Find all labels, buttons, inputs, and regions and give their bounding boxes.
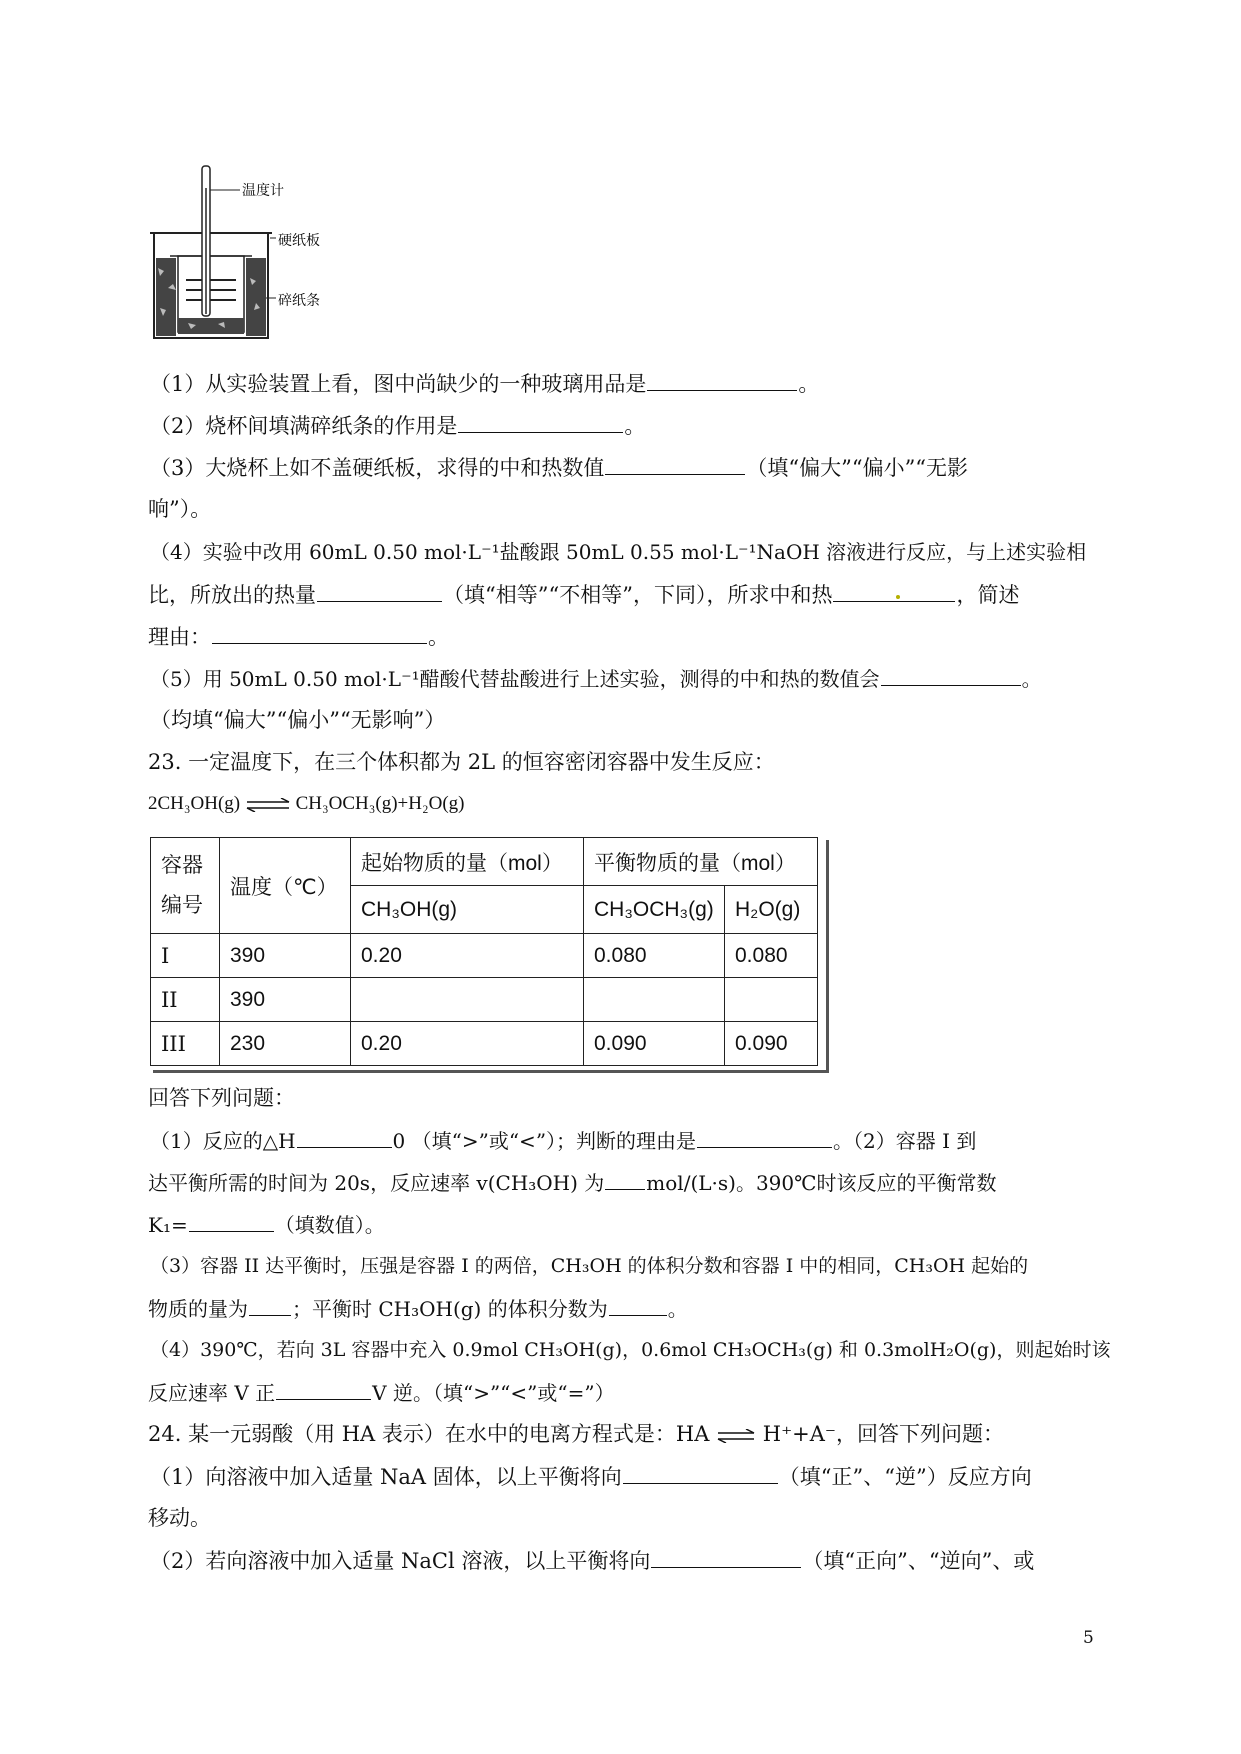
table-row [151, 978, 818, 1022]
cell-temp: 390 [220, 934, 351, 978]
cell-start: 0.20 [351, 1022, 584, 1066]
q24-part2: （2）若向溶液中加入适量 NaCl 溶液，以上平衡将向 （填“正向”、“逆向”、或 [150, 1545, 1110, 1576]
cell-start [351, 978, 584, 1022]
q23-answer-prompt: 回答下列问题： [148, 1086, 295, 1110]
answer-blank[interactable] [833, 579, 955, 602]
cell-ether: 0.090 [584, 1022, 725, 1066]
header-ch3oh: CH₃OH(g) [351, 886, 584, 934]
label-thermometer: 温度计 [242, 183, 284, 199]
header-ch3och3: CH₃OCH₃(g) [584, 886, 725, 934]
q22-part4-line2: 比，所放出的热量 （填“相等”“不相等”，下同），所求中和热 ，简述 [148, 579, 1108, 610]
q23-part2-cont: K₁= （填数值）。 [148, 1209, 1108, 1240]
q24-part1: （1）向溶液中加入适量 NaA 固体，以上平衡将向 （填“正”、“逆”）反应方向 [150, 1461, 1110, 1492]
answer-blank[interactable] [697, 1125, 832, 1148]
answer-blank[interactable] [605, 1167, 645, 1190]
q23-intro: 23. 一定温度下，在三个体积都为 2L 的恒容密闭容器中发生反应： [148, 750, 775, 774]
cell-id: III [151, 1022, 220, 1066]
table-row [151, 1022, 818, 1066]
answer-blank[interactable] [605, 452, 745, 475]
calorimeter-figure [148, 158, 348, 343]
answer-blank[interactable] [276, 1377, 371, 1400]
q23-equation: 2CH₃OH(g) CH₃OCH₃(g)+H₂O(g) [148, 793, 465, 814]
equilibrium-table [150, 837, 818, 1066]
cell-water: 0.080 [725, 934, 818, 978]
answer-blank[interactable] [458, 410, 623, 433]
cell-water: 0.090 [725, 1022, 818, 1066]
q22-part4: （4）实验中改用 60mL 0.50 mol·L⁻¹盐酸跟 50mL 0.55 mol·L⁻¹NaOH 溶液进行反应，与上述实验相 [150, 540, 1087, 564]
q24-part1-cont: 移动。 [148, 1506, 211, 1530]
cell-ether [584, 978, 725, 1022]
q23-part1: （1）反应的△H 0 （填“>”或“<”）；判断的理由是 。（2）容器 I 到 [150, 1125, 1110, 1156]
answer-blank[interactable] [212, 621, 427, 644]
q23-part3-cont: 物质的量为 ；平衡时 CH₃OH(g) 的体积分数为 。 [148, 1293, 1108, 1324]
cell-id: II [151, 978, 220, 1022]
label-paper: 碎纸条 [278, 293, 320, 309]
header-container: 容器编号 [151, 838, 220, 934]
answer-blank[interactable] [881, 663, 1021, 686]
answer-blank[interactable] [189, 1209, 274, 1232]
label-board: 硬纸板 [278, 233, 320, 249]
answer-blank[interactable] [651, 1545, 801, 1568]
q22-part4-line3: 理由： 。 [148, 621, 1108, 652]
answer-blank[interactable] [609, 1293, 667, 1316]
q22-part5: （5）用 50mL 0.50 mol·L⁻¹醋酸代替盐酸进行上述实验，测得的中和热的数值会 。 [150, 663, 1110, 694]
cell-temp: 230 [220, 1022, 351, 1066]
q22-part5-cont: （均填“偏大”“偏小”“无影响”） [150, 708, 446, 732]
header-temperature: 温度（℃） [220, 838, 351, 934]
q23-part4: （4）390℃，若向 3L 容器中充入 0.9mol CH₃OH(g)，0.6mol CH₃OCH₃(g) 和 0.3molH₂O(g)，则起始时该 [150, 1339, 1111, 1361]
cell-start: 0.20 [351, 934, 584, 978]
q22-part1: （1）从实验装置上看，图中尚缺少的一种玻璃用品是 。 [150, 368, 1110, 399]
equilibrium-arrow-icon [716, 1429, 756, 1443]
answer-blank[interactable] [647, 368, 797, 391]
answer-blank[interactable] [623, 1461, 778, 1484]
q23-part4-cont: 反应速率 V 正 V 逆。（填“>”“<”或“=”） [148, 1377, 1108, 1408]
cell-id: I [151, 934, 220, 978]
header-initial-amount: 起始物质的量（mol） [351, 838, 584, 886]
cell-water [725, 978, 818, 1022]
q22-part3-cont: 响”）。 [148, 497, 212, 521]
q24-intro: 24. 某一元弱酸（用 HA 表示）在水中的电离方程式是：HA H⁺+A⁻，回答下列问题： [148, 1422, 1005, 1446]
equilibrium-arrow-icon [245, 798, 291, 812]
q23-part2: 达平衡所需的时间为 20s，反应速率 v(CH₃OH) 为 mol/(L·s)。390℃时该反应的平衡常数 [148, 1167, 1108, 1198]
q23-part3: （3）容器 II 达平衡时，压强是容器 I 的两倍，CH₃OH 的体积分数和容器 I 中的相同，CH₃OH 起始的 [150, 1255, 1029, 1277]
table-row [151, 934, 818, 978]
answer-blank[interactable] [317, 579, 442, 602]
answer-blank[interactable] [297, 1125, 392, 1148]
cell-temp: 390 [220, 978, 351, 1022]
header-h2o: H₂O(g) [725, 886, 818, 934]
page-number: 5 [1083, 1628, 1094, 1648]
answer-blank[interactable] [249, 1293, 291, 1316]
cell-ether: 0.080 [584, 934, 725, 978]
q22-part3: （3）大烧杯上如不盖硬纸板，求得的中和热数值 （填“偏大”“偏小”“无影 [150, 452, 1110, 483]
q22-part2: （2）烧杯间填满碎纸条的作用是 。 [150, 410, 1110, 441]
header-equilibrium-amount: 平衡物质的量（mol） [584, 838, 818, 886]
